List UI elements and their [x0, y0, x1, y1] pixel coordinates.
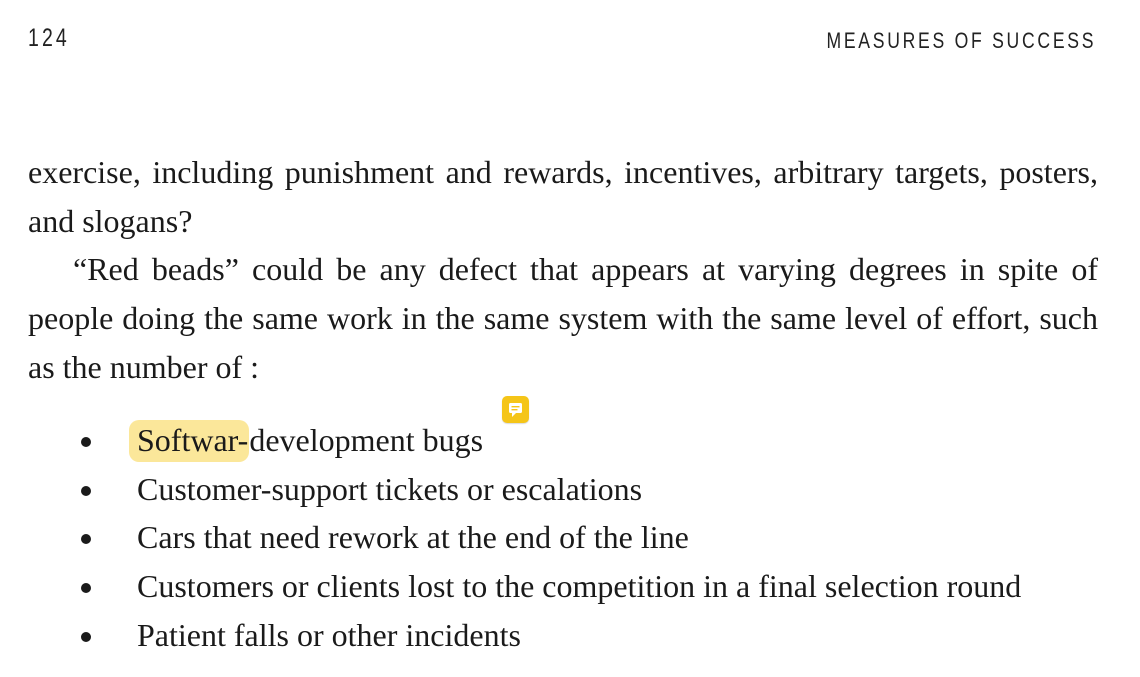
- page-number: 124: [28, 24, 70, 52]
- list-item-text: Patient falls or other incidents: [137, 616, 521, 653]
- bullet-icon: [81, 583, 91, 593]
- list-item[interactable]: [28, 416, 1108, 465]
- paragraph-continuation[interactable]: exercise, including punishment and rewards, incentives, arbitrary targets, posters, and slogans?: [28, 154, 1098, 239]
- running-header: [28, 24, 1096, 56]
- list-item[interactable]: [28, 611, 1108, 660]
- list-item[interactable]: [28, 513, 1108, 562]
- bullet-icon: [81, 632, 91, 642]
- bullet-icon: [81, 437, 91, 447]
- list-item-text: Customer-support tickets or escalations: [137, 470, 643, 507]
- chapter-title: MEASURES OF SUCCESS: [826, 28, 1096, 53]
- list-item-text: Customers or clients lost to the competition in a final selection round: [137, 568, 1022, 605]
- bullet-icon: [81, 534, 91, 544]
- list-item[interactable]: [28, 465, 1108, 514]
- paragraph-red-beads[interactable]: “Red beads” could be any defect that appears at varying degrees in spite of people doing the same work in the same system with the same level of effort, such as the number of :: [28, 251, 1098, 385]
- list-item[interactable]: [28, 562, 1108, 611]
- highlighted-text[interactable]: Softwar-: [129, 420, 249, 462]
- bullet-icon: [81, 486, 91, 496]
- defect-examples-list: [28, 416, 1108, 660]
- list-item-text: Cars that need rework at the end of the line: [137, 519, 689, 556]
- body-text: [28, 148, 1098, 392]
- list-item-text: development bugs: [249, 422, 484, 458]
